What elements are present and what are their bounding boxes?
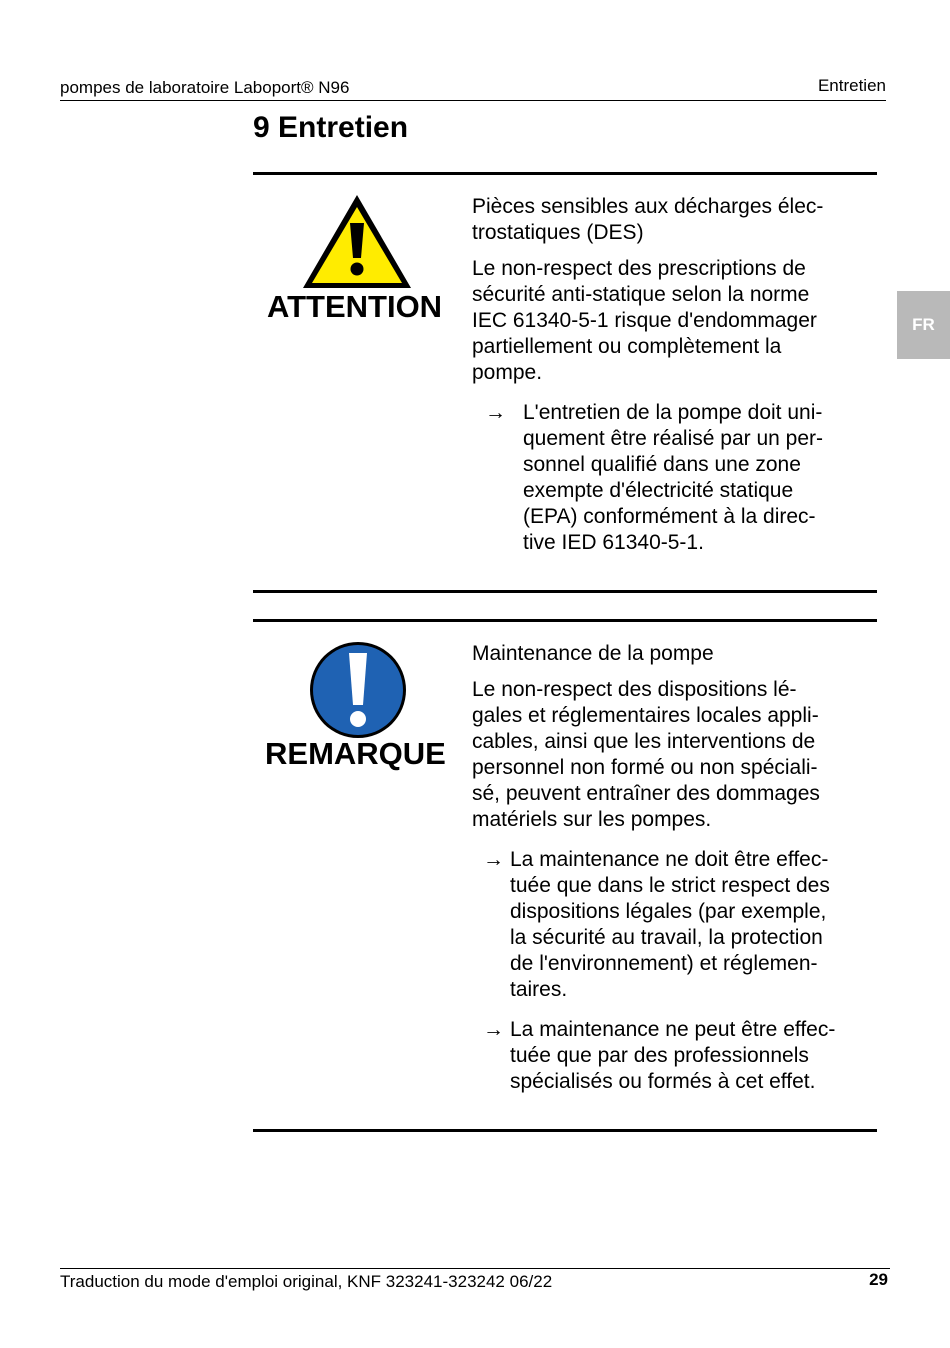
remarque-instruction-line: spécialisés ou formés à cet effet.	[510, 1070, 816, 1093]
arrow-right-icon: →	[485, 401, 506, 424]
mandatory-exclamation-icon	[309, 641, 407, 739]
header-document-title: pompes de laboratoire Laboport® N96	[60, 78, 350, 97]
attention-instruction-line: quement être réalisé par un per-	[523, 427, 823, 450]
remarque-body	[472, 677, 867, 833]
remarque-body-line: personnel non formé ou non spéciali-	[472, 756, 818, 779]
attention-text-block	[472, 194, 862, 556]
attention-instruction	[472, 400, 862, 556]
remarque-signal-word: REMARQUE	[265, 736, 446, 771]
remarque-heading: Maintenance de la pompe	[472, 642, 714, 665]
attention-instruction-line: sonnel qualifié dans une zone	[523, 453, 801, 476]
remarque-instruction-line: tuée que par des professionnels	[510, 1044, 809, 1067]
remarque-body-line: gales et réglementaires locales appli-	[472, 704, 819, 727]
remarque-instruction-line: dispositions légales (par exemple,	[510, 900, 827, 923]
remarque-instruction-2	[472, 1017, 867, 1095]
attention-body-line: sécurité anti-statique selon la norme	[472, 283, 810, 306]
attention-instruction-line: L'entretien de la pompe doit uni-	[523, 401, 823, 424]
attention-heading-line: Pièces sensibles aux décharges élec-	[472, 195, 824, 218]
header-chapter-name: Entretien	[817, 76, 886, 95]
remarque-body-line: matériels sur les pompes.	[472, 808, 712, 831]
attention-signal-word: ATTENTION	[267, 289, 443, 324]
attention-instruction-line: tive IED 61340-5-1.	[523, 531, 704, 554]
remarque-instruction-line: taires.	[510, 978, 568, 1001]
footer-translation-note: Traduction du mode d'emploi original, KNF 323241-323242 06/22	[60, 1272, 553, 1291]
attention-instruction-line: (EPA) conformément à la direc-	[523, 505, 816, 528]
attention-bottom-rule	[253, 590, 877, 593]
warning-triangle-icon	[301, 193, 413, 291]
arrow-right-icon: →	[483, 1018, 504, 1041]
remarque-text-block	[472, 641, 867, 1095]
arrow-right-icon: →	[483, 848, 504, 871]
remarque-body-line: Le non-respect des dispositions lé-	[472, 678, 797, 701]
attention-body-line: pompe.	[472, 361, 543, 384]
remarque-instruction-line: La maintenance ne peut être effec-	[510, 1018, 836, 1041]
remarque-body-line: cables, ainsi que les interventions de	[472, 730, 816, 753]
attention-body	[472, 256, 862, 386]
remarque-instruction-line: de l'environnement) et réglemen-	[510, 952, 818, 975]
remarque-instruction-line: La maintenance ne doit être effec-	[510, 848, 829, 871]
remarque-top-rule	[253, 619, 877, 622]
remarque-instruction-1	[472, 847, 867, 1003]
remarque-bottom-rule	[253, 1129, 877, 1132]
footer-divider	[60, 1268, 890, 1269]
attention-body-line: Le non-respect des prescriptions de	[472, 257, 806, 280]
page-number: 29	[869, 1270, 888, 1289]
attention-heading	[472, 194, 862, 246]
remarque-body-line: sé, peuvent entraîner des dommages	[472, 782, 820, 805]
attention-body-line: partiellement ou complètement la	[472, 335, 782, 358]
attention-heading-line: trostatiques (DES)	[472, 221, 644, 244]
attention-instruction-line: exempte d'électricité statique	[523, 479, 794, 502]
remarque-instruction-line: tuée que dans le strict respect des	[510, 874, 830, 897]
section-title: 9 Entretien	[253, 111, 409, 144]
remarque-instruction-line: la sécurité au travail, la protection	[510, 926, 823, 949]
header-divider	[60, 100, 886, 101]
attention-top-rule	[253, 172, 877, 175]
language-tab: FR	[897, 291, 950, 359]
attention-body-line: IEC 61340-5-1 risque d'endommager	[472, 309, 817, 332]
